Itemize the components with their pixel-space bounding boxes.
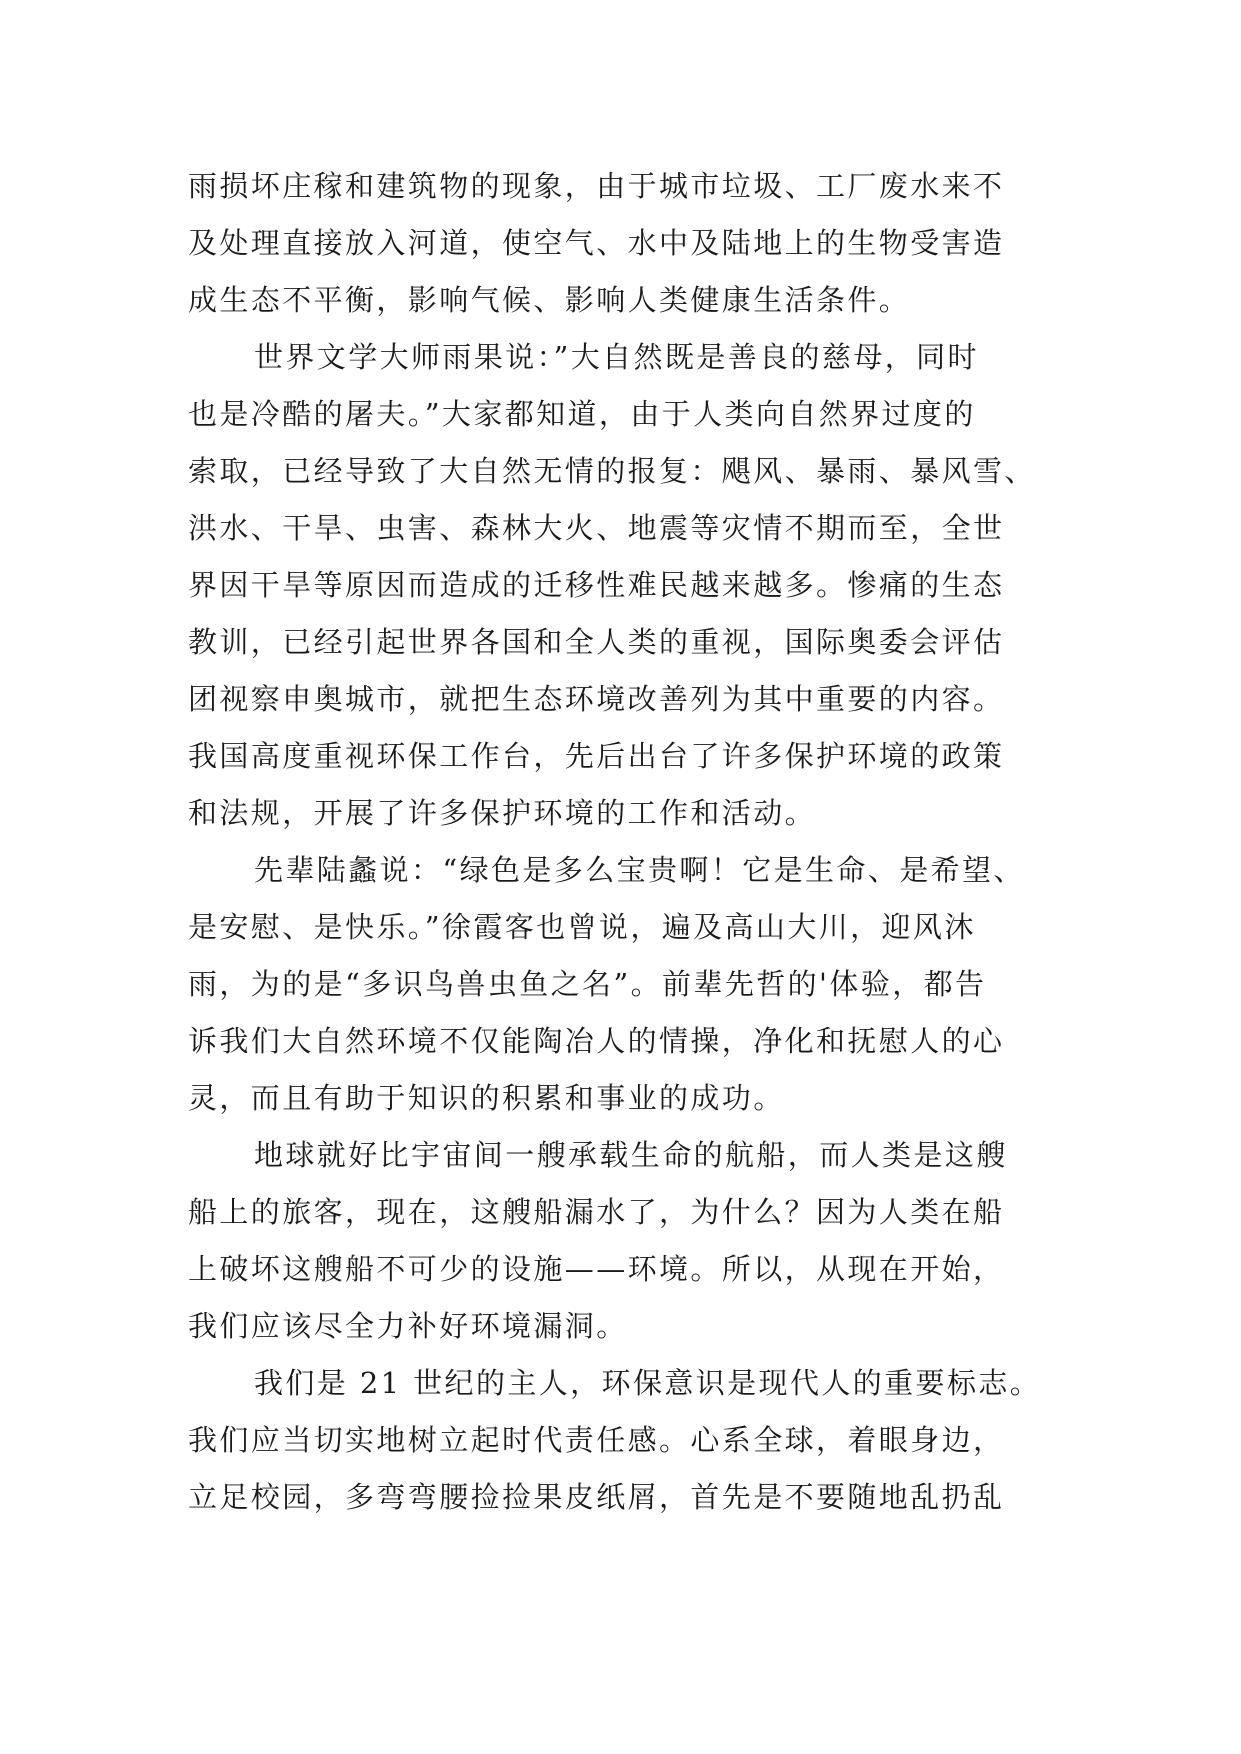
- text-line: 立足校园，多弯弯腰捡捡果皮纸屑，首先是不要随地乱扔乱: [188, 1480, 1005, 1514]
- text-line: 洪水、干旱、虫害、森林大火、地震等灾情不期而至，全世: [188, 511, 1005, 545]
- text-line: 也是冷酷的屠夫。”大家都知道，由于人类向自然界过度的: [188, 397, 976, 431]
- text-line: 索取，已经导致了大自然无情的报复：飓风、暴雨、暴风雪、: [188, 454, 1036, 488]
- text-line: 我国高度重视环保工作台，先后出台了许多保护环境的政策: [188, 739, 1005, 773]
- paragraph-first-line: 先辈陆蠡说：“绿色是多么宝贵啊！它是生命、是希望、: [254, 853, 1025, 887]
- text-line: 我们应该尽全力补好环境漏洞。: [188, 1309, 628, 1343]
- text-line: 船上的旅客，现在，这艘船漏水了，为什么？因为人类在船: [188, 1195, 1005, 1229]
- text-line: 是安慰、是快乐。”徐霞客也曾说，遍及高山大川，迎风沐: [188, 910, 976, 944]
- text-line: 界因干旱等原因而造成的迁移性难民越来越多。惨痛的生态: [188, 568, 1005, 602]
- text-line: 雨，为的是“多识鸟兽虫鱼之名”。前辈先哲的'体验，都告: [188, 967, 987, 1001]
- text-line: 我们应当切实地树立起时代责任感。心系全球，着眼身边，: [188, 1423, 1005, 1457]
- text-line: 上破坏这艘船不可少的设施——环境。所以，从现在开始，: [188, 1252, 1005, 1286]
- text-line: 诉我们大自然环境不仅能陶冶人的情操，净化和抚慰人的心: [188, 1024, 1005, 1058]
- text-line: 成生态不平衡，影响气候、影响人类健康生活条件。: [188, 283, 911, 317]
- text-line: 和法规，开展了许多保护环境的工作和活动。: [188, 796, 817, 830]
- paragraph-first-line: 地球就好比宇宙间一艘承载生命的航船，而人类是这艘: [254, 1138, 1008, 1172]
- text-line: 及处理直接放入河道，使空气、水中及陆地上的生物受害造: [188, 226, 1005, 260]
- text-line: 灵，而且有助于知识的积累和事业的成功。: [188, 1081, 785, 1115]
- document-body: [188, 158, 1054, 1526]
- paragraph-first-line: 我们是 21 世纪的主人，环保意识是现代人的重要标志。: [254, 1366, 1042, 1400]
- text-line: 雨损坏庄稼和建筑物的现象，由于城市垃圾、工厂废水来不: [188, 169, 1005, 203]
- text-line: 团视察申奥城市，就把生态环境改善列为其中重要的内容。: [188, 682, 1005, 716]
- text-line: 教训，已经引起世界各国和全人类的重视，国际奥委会评估: [188, 625, 1005, 659]
- paragraph-first-line: 世界文学大师雨果说：”大自然既是善良的慈母，同时: [254, 340, 979, 374]
